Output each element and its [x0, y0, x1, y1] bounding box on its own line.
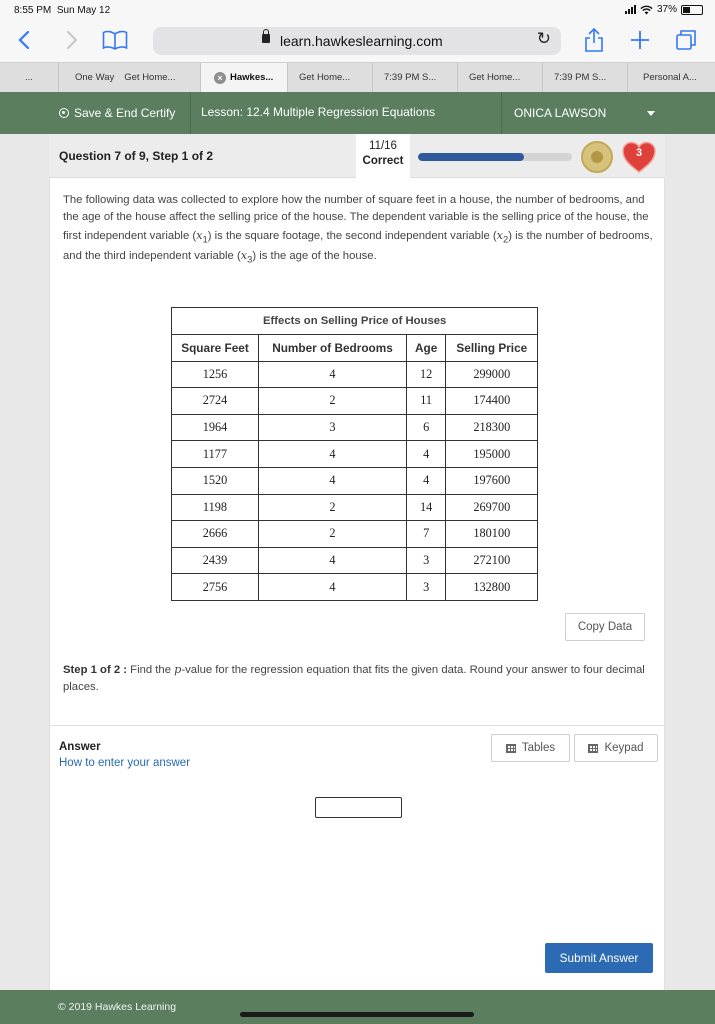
- table-cell: 3: [407, 574, 446, 601]
- table-row: [172, 467, 538, 494]
- close-tab-icon[interactable]: ×: [214, 72, 226, 84]
- table-cell: 1256: [172, 361, 259, 388]
- table-cell: 2756: [172, 574, 259, 601]
- lesson-title: Lesson: 12.4 Multiple Regression Equations: [201, 105, 436, 119]
- progress-bar: [418, 153, 572, 161]
- step-instructions: Step 1 of 2 : Find the p-value for the regression equation that fits the given data. Round your answer to four decimal places.: [63, 663, 645, 694]
- table-cell: 14: [407, 494, 446, 521]
- keypad-icon: [588, 744, 598, 753]
- browser-tabs: [0, 62, 715, 92]
- table-row: [172, 361, 538, 388]
- user-name: ONICA LAWSON: [514, 106, 607, 120]
- table-cell: 269700: [446, 494, 538, 521]
- table-cell: 11: [407, 388, 446, 415]
- new-tab-icon[interactable]: [629, 29, 651, 55]
- bookmarks-icon[interactable]: [102, 30, 128, 54]
- share-icon[interactable]: [584, 27, 604, 57]
- table-cell: 12: [407, 361, 446, 388]
- table-cell: 195000: [446, 441, 538, 468]
- score-label: Correct: [362, 155, 404, 167]
- user-menu[interactable]: [501, 92, 665, 134]
- table-cell: 174400: [446, 388, 538, 415]
- save-icon: [59, 108, 69, 118]
- table-icon: [506, 744, 516, 753]
- tab-get-home-2[interactable]: Get Home...: [288, 63, 373, 92]
- table-cell: 2: [259, 494, 407, 521]
- table-cell: 4: [407, 441, 446, 468]
- url-text: learn.hawkeslearning.com: [280, 33, 443, 49]
- signal-icon: [625, 5, 636, 14]
- submit-answer-button[interactable]: Submit Answer: [545, 943, 653, 973]
- table-cell: 3: [259, 414, 407, 441]
- table-cell: 2666: [172, 521, 259, 548]
- table-cell: 132800: [446, 574, 538, 601]
- table-cell: 2: [259, 388, 407, 415]
- forward-icon[interactable]: [66, 30, 78, 54]
- table-row: [172, 574, 538, 601]
- footer: [0, 990, 715, 1024]
- status-bar: [0, 0, 715, 22]
- column-header: Number of Bedrooms: [259, 335, 407, 362]
- table-cell: 1198: [172, 494, 259, 521]
- table-cell: 180100: [446, 521, 538, 548]
- browser-toolbar: [0, 22, 715, 62]
- caret-down-icon: [647, 111, 655, 116]
- question-prompt: The following data was collected to explore how the number of square feet in a house, the number of bedrooms, and the age of the house affect the selling price of the house. The dependent variable is the selling price of the house, the first independent variable $(x_1)$ is the square footage, the second independent variable $(x_2)$ is the number of bedrooms, and the third independent variable $(x_3)$ is the age of the house.: [63, 194, 653, 265]
- table-cell: 1520: [172, 467, 259, 494]
- table-caption: Effects on Selling Price of Houses: [172, 308, 538, 335]
- hearts-count: 3: [635, 147, 643, 159]
- column-header: Selling Price: [446, 335, 538, 362]
- tab-one-way[interactable]: One Way Get Home...: [59, 63, 201, 92]
- keypad-button[interactable]: Keypad: [574, 734, 658, 762]
- save-label: Save & End Certify: [74, 106, 176, 120]
- question-title: Question 7 of 9, Step 1 of 2: [59, 149, 214, 163]
- table-cell: 1177: [172, 441, 259, 468]
- table-cell: 4: [259, 441, 407, 468]
- tab-get-home-3[interactable]: Get Home...: [458, 63, 543, 92]
- data-table: [171, 307, 538, 601]
- copy-data-button[interactable]: Copy Data: [565, 613, 645, 641]
- table-row: [172, 547, 538, 574]
- copyright-text: © 2019 Hawkes Learning: [58, 1001, 177, 1013]
- app-header: [0, 92, 715, 134]
- home-indicator[interactable]: [240, 1012, 474, 1017]
- table-cell: 299000: [446, 361, 538, 388]
- table-header-row: [172, 335, 538, 362]
- table-cell: 2439: [172, 547, 259, 574]
- back-icon[interactable]: [18, 30, 30, 54]
- progress-fill: [418, 153, 524, 161]
- table-cell: 1964: [172, 414, 259, 441]
- status-time: 8:55 PM Sun May 12: [14, 5, 111, 16]
- question-bar: [49, 134, 665, 178]
- tab-739-1[interactable]: 7:39 PM S...: [373, 63, 458, 92]
- table-cell: 272100: [446, 547, 538, 574]
- table-cell: 2724: [172, 388, 259, 415]
- table-cell: 2: [259, 521, 407, 548]
- column-header: Age: [407, 335, 446, 362]
- column-header: Square Feet: [172, 335, 259, 362]
- table-row: [172, 494, 538, 521]
- heart-icon: [621, 141, 657, 174]
- tab-overflow[interactable]: ...: [0, 63, 59, 92]
- table-row: [172, 414, 538, 441]
- lock-icon: [262, 34, 270, 43]
- table-row: [172, 441, 538, 468]
- save-end-certify-button[interactable]: [49, 92, 191, 134]
- table-cell: 218300: [446, 414, 538, 441]
- table-cell: 4: [407, 467, 446, 494]
- wifi-icon: [640, 5, 653, 15]
- table-cell: 3: [407, 547, 446, 574]
- tables-button[interactable]: Tables: [491, 734, 570, 762]
- tabs-icon[interactable]: [675, 29, 697, 55]
- table-cell: 4: [259, 547, 407, 574]
- table-cell: 4: [259, 467, 407, 494]
- tab-739-2[interactable]: 7:39 PM S...: [543, 63, 628, 92]
- table-cell: 197600: [446, 467, 538, 494]
- table-cell: 4: [259, 574, 407, 601]
- table-cell: 7: [407, 521, 446, 548]
- battery-icon: [681, 5, 703, 15]
- table-row: [172, 521, 538, 548]
- table-row: [172, 388, 538, 415]
- table-cell: 6: [407, 414, 446, 441]
- answer-input[interactable]: [315, 797, 402, 818]
- tab-personal[interactable]: Personal A...: [643, 72, 697, 83]
- coin-icon: [581, 141, 613, 173]
- battery-percent: 37%: [656, 4, 677, 15]
- divider: [50, 725, 664, 726]
- address-bar[interactable]: [153, 27, 561, 55]
- reload-icon[interactable]: ↻: [536, 29, 551, 48]
- tab-hawkes[interactable]: × Hawkes...: [201, 63, 288, 92]
- question-content: [49, 178, 665, 990]
- answer-label: Answer: [59, 741, 101, 753]
- score-value: 11/16: [369, 140, 397, 152]
- table-body: [172, 361, 538, 600]
- how-to-enter-link[interactable]: How to enter your answer: [59, 757, 191, 769]
- table-cell: 4: [259, 361, 407, 388]
- score-box: [356, 134, 410, 178]
- status-right: [625, 4, 703, 15]
